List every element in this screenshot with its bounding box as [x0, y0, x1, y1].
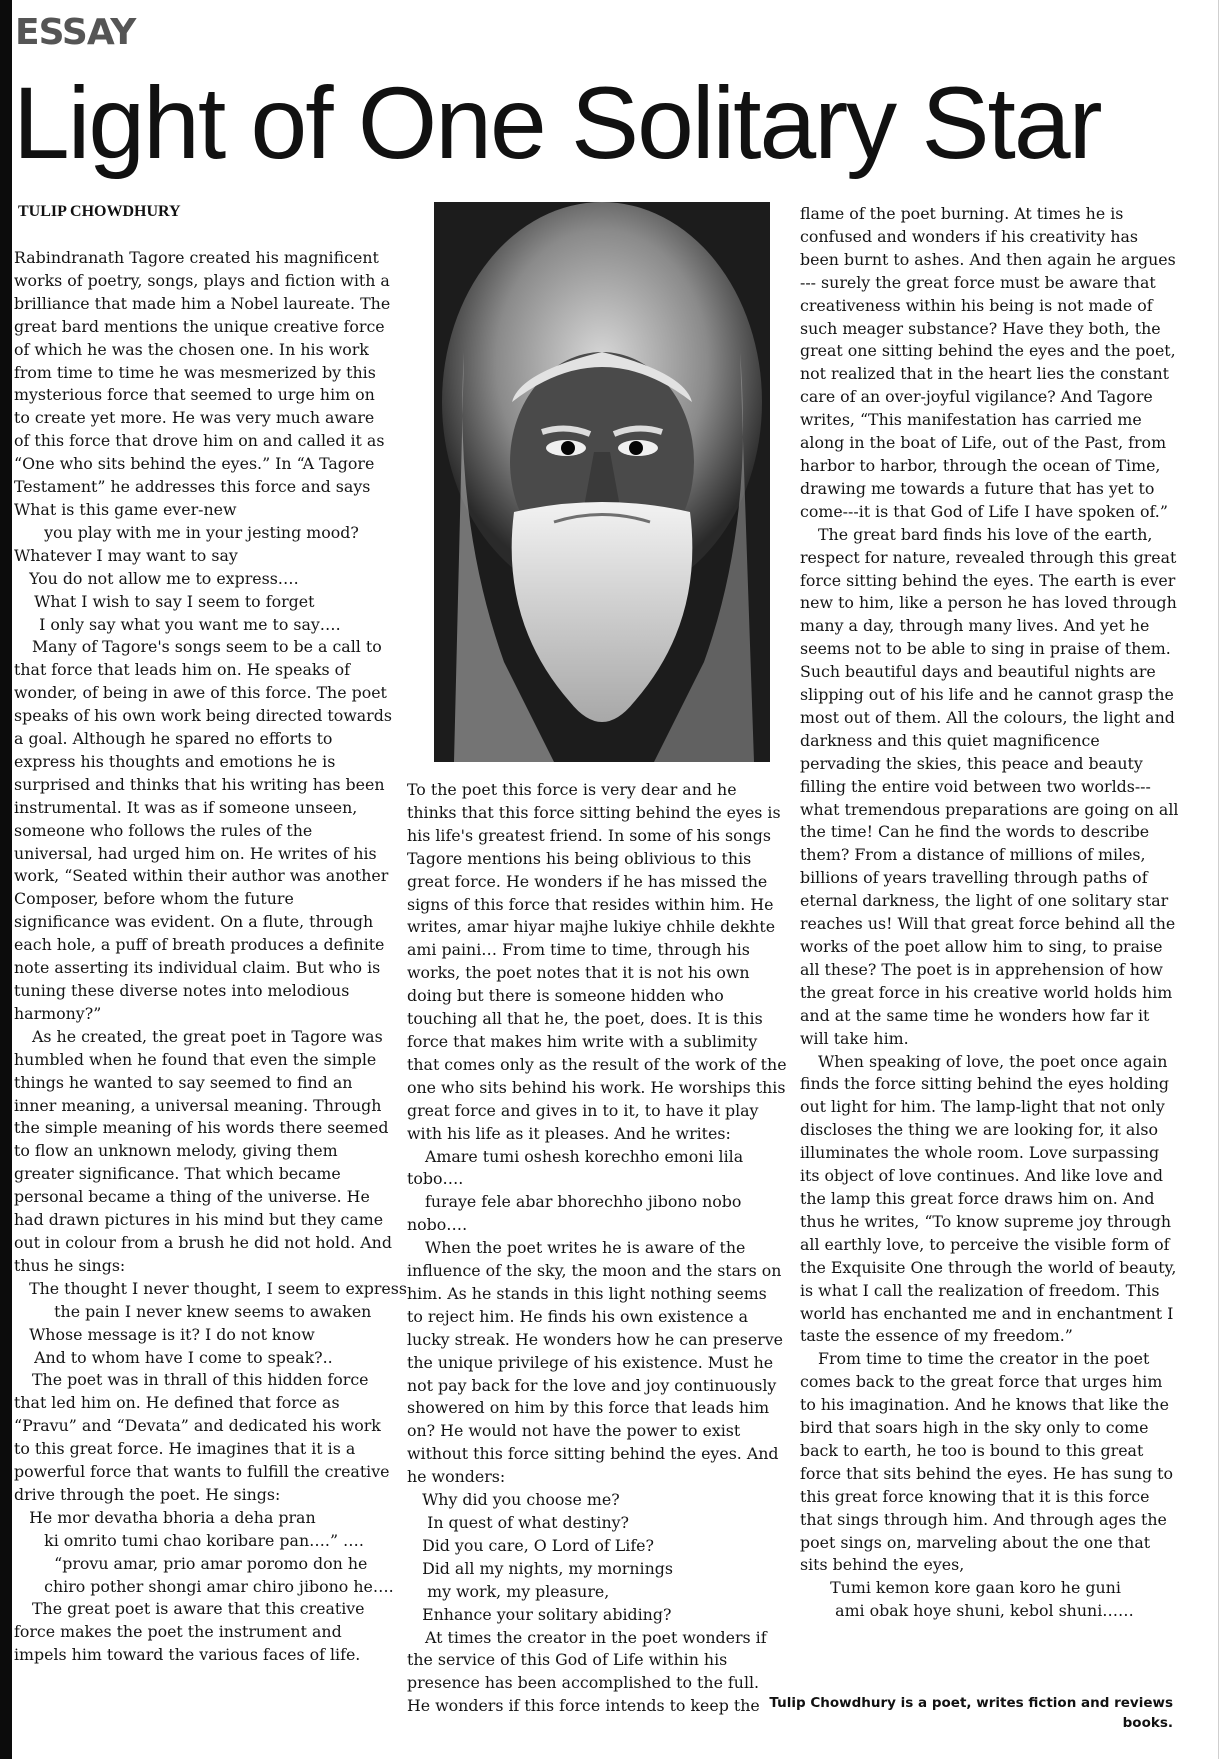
verse-line: What I wish to say I seem to forget [14, 591, 315, 611]
verse-line: ki omrito tumi chao koribare pan….” …. [14, 1530, 364, 1550]
paragraph: At times the creator in the poet wonders if the service of this God of Life within his presence has been accomplished to the full. He wonders if this force intends to keep the [407, 1627, 767, 1716]
article-title: Light of One Solitary Star [13, 66, 1101, 180]
verse-line: What is this game ever-new [14, 499, 237, 519]
verse-line: Whose message is it? I do not know [14, 1324, 315, 1344]
verse-line: You do not allow me to express…. [14, 568, 299, 588]
left-edge-bar [0, 0, 12, 1759]
paragraph: flame of the poet burning. At times he is confused and wonders if his creativity has been burnt to ashes. And then again he argues --- surely the great force must be aware that creativeness within his being is not made of such meager substance? Have they both, the great one sitting behind the eyes and the poet, not realized that in the heart lies the constant care of an over-joyful vigilance? And Tagore writes, “This manifestation has carried me along in the boat of Life, out of the Past, from harbor to harbor, through the ocean of Time, drawing me towards a future that has yet to come---it is that God of Life I have spoken of.” [800, 204, 1176, 521]
paragraph: When the poet writes he is aware of the influence of the sky, the moon and the stars on him. As he stands in this light nothing seems to reject him. He finds his own existence a lucky streak. He wonders how he can preserve the unique privilege of his existence. Must he not pay back for the love and joy continuously showered on him by this force that leads him on? He would not have the power to exist without this force sitting behind the eyes. And he wonders: [407, 1238, 783, 1487]
verse-line: my work, my pleasure, [407, 1581, 610, 1601]
author-note: Tulip Chowdhury is a poet, writes fiction and reviews books. [769, 1695, 1173, 1731]
column-3 [800, 203, 1182, 1623]
column-2 [407, 779, 787, 1718]
verse-line: And to whom have I come to speak?.. [14, 1347, 333, 1367]
paragraph: The great bard finds his love of the earth, respect for nature, revealed through this great force sitting behind the eyes. The earth is ever new to him, like a person he has loved through many a day, through many lives. And yet he seems not to be able to sing in praise of them. Such beautiful days and beautiful nights are slipping out of his life and he cannot grasp the most out of them. All the colours, the light and darkness and this quiet magnificence pervading the skies, this peace and beauty filling the entire void between two worlds---what tremendous preparations are going on all the time! Can he find the words to describe them? From a distance of millions of miles, billions of years travelling through paths of eternal darkness, the light of one solitary star reaches us! Will that great force behind all the works of the poet allow him to sing, to praise all these? The poet is in apprehension of how the great force in his creative world holds him and at the same time he wonders how far it will take him. [800, 524, 1179, 1048]
paragraph: The great poet is aware that this creative force makes the poet the instrument and impels him toward the various faces of life. [14, 1599, 365, 1665]
verse-line: Why did you choose me? [407, 1490, 620, 1510]
verse-line: In quest of what destiny? [407, 1513, 630, 1532]
verse-line: Enhance your solitary abiding? [407, 1604, 672, 1624]
verse-line: He mor devatha bhoria a deha pran [14, 1507, 316, 1527]
section-label: ESSAY [15, 12, 136, 53]
paragraph: When speaking of love, the poet once again finds the force sitting behind the eyes holding out light for him. The lamp-light that not only discloses the thing we are looking for, it also illuminates the whole room. Love surpassing its object of love continues. And like love and the lamp this great force draws him on. And thus he writes, “To know supreme joy through all earthly love, to perceive the visible form of the Exquisite One through the world of beauty, is what I call the realization of freedom. This world has enchanted me and in enchantment I taste the essence of my freedom.” [800, 1051, 1177, 1346]
right-edge-rule [1218, 0, 1219, 1759]
verse-line: ami obak hoye shuni, kebol shuni…… [800, 1601, 1134, 1621]
paragraph: From time to time the creator in the poet comes back to the great force that urges him to his imagination. And he knows that like the bird that soars high in the sky only to come back to earth, he too is bound to this great force that sits behind the eyes. He has sung to this great force knowing that it is this force that sings through him. And through ages the poet sings on, marveling about the one that sits behind the eyes, [800, 1349, 1174, 1575]
portrait-photo [434, 202, 770, 762]
paragraph: Rabindranath Tagore created his magnificent works of poetry, songs, plays and fiction with a brilliance that made him a Nobel laureate. The great bard mentions the unique creative force of which he was the chosen one. In his work from time to time he was mesmerized by this mysterious force that seemed to urge him on to create yet more. He was very much aware of this force that drove him on and called it as “One who sits behind the eyes.” In “A Tagore Testament” he addresses this force and says [14, 248, 391, 497]
paragraph: The poet was in thrall of this hidden force that led him on. He defined that force as “Pravu” and “Devata” and dedicated his work to this great force. He imagines that it is a powerful force that wants to fulfill the creative drive through the poet. He sings: [14, 1370, 390, 1504]
paragraph: As he created, the great poet in Tagore was humbled when he found that even the simple things he wanted to say seemed to find an inner meaning, a universal meaning. Through the simple meaning of his words there seemed to flow an unknown melody, giving them greater significance. That which became personal became a thing of the universe. He had drawn pictures in his mind but they came out in colour from a brush he did not hold. And thus he sings: [14, 1026, 392, 1275]
verse-line: Amare tumi oshesh korechho emoni lila tobo…. [407, 1146, 744, 1189]
verse-line: chiro pother shongi amar chiro jibono he…. [14, 1576, 394, 1596]
verse-line: Tumi kemon kore gaan koro he guni [800, 1578, 1121, 1598]
verse-line: Did you care, O Lord of Life? [407, 1535, 654, 1555]
verse-line: you play with me in your jesting mood? [14, 522, 359, 542]
verse-line: Did all my nights, my mornings [407, 1558, 673, 1578]
column-1 [14, 247, 407, 1667]
verse-line: the pain I never knew seems to awaken [14, 1301, 372, 1321]
verse-line: “provu amar, prio amar poromo don he [14, 1553, 368, 1573]
verse-line: I only say what you want me to say…. [14, 614, 341, 634]
paragraph: To the poet this force is very dear and he thinks that this force sitting behind the eyes is his life's greatest friend. In some of his songs Tagore mentions his being oblivious to this great force. He wonders if he has missed the signs of this force that resides within him. He writes, amar hiyar majhe lukiye chhile dekhte ami paini… From time to time, through his works, the poet notes that it is not his own doing but there is someone hidden who touching all that he, the poet, does. It is this force that makes him write with a sublimity that comes only as the result of the work of the one who sits behind his work. He worships this great force and gives in to it, to have it play with his life as it pleases. And he writes: [407, 780, 787, 1143]
verse-line: Whatever I may want to say [14, 545, 238, 565]
paragraph: Many of Tagore's songs seem to be a call to that force that leads him on. He speaks of wonder, of being in awe of this force. The poet speaks of his own work being directed towards a goal. Although he spared no efforts to express his thoughts and emotions he is surprised and thinks that his writing has been instrumental. It was as if someone unseen, someone who follows the rules of the universal, had urged him on. He writes of his work, “Seated within their author was another Composer, before whom the future significance was evident. On a flute, through each hole, a puff of breath produces a definite note asserting its individual claim. But who is tuning these diverse notes into melodious harmony?” [14, 637, 392, 1023]
verse-line: The thought I never thought, I seem to express [14, 1278, 407, 1298]
verse-line: furaye fele abar bhorechho jibono nobo nobo…. [407, 1192, 742, 1235]
author-byline: TULIP CHOWDHURY [18, 203, 181, 220]
